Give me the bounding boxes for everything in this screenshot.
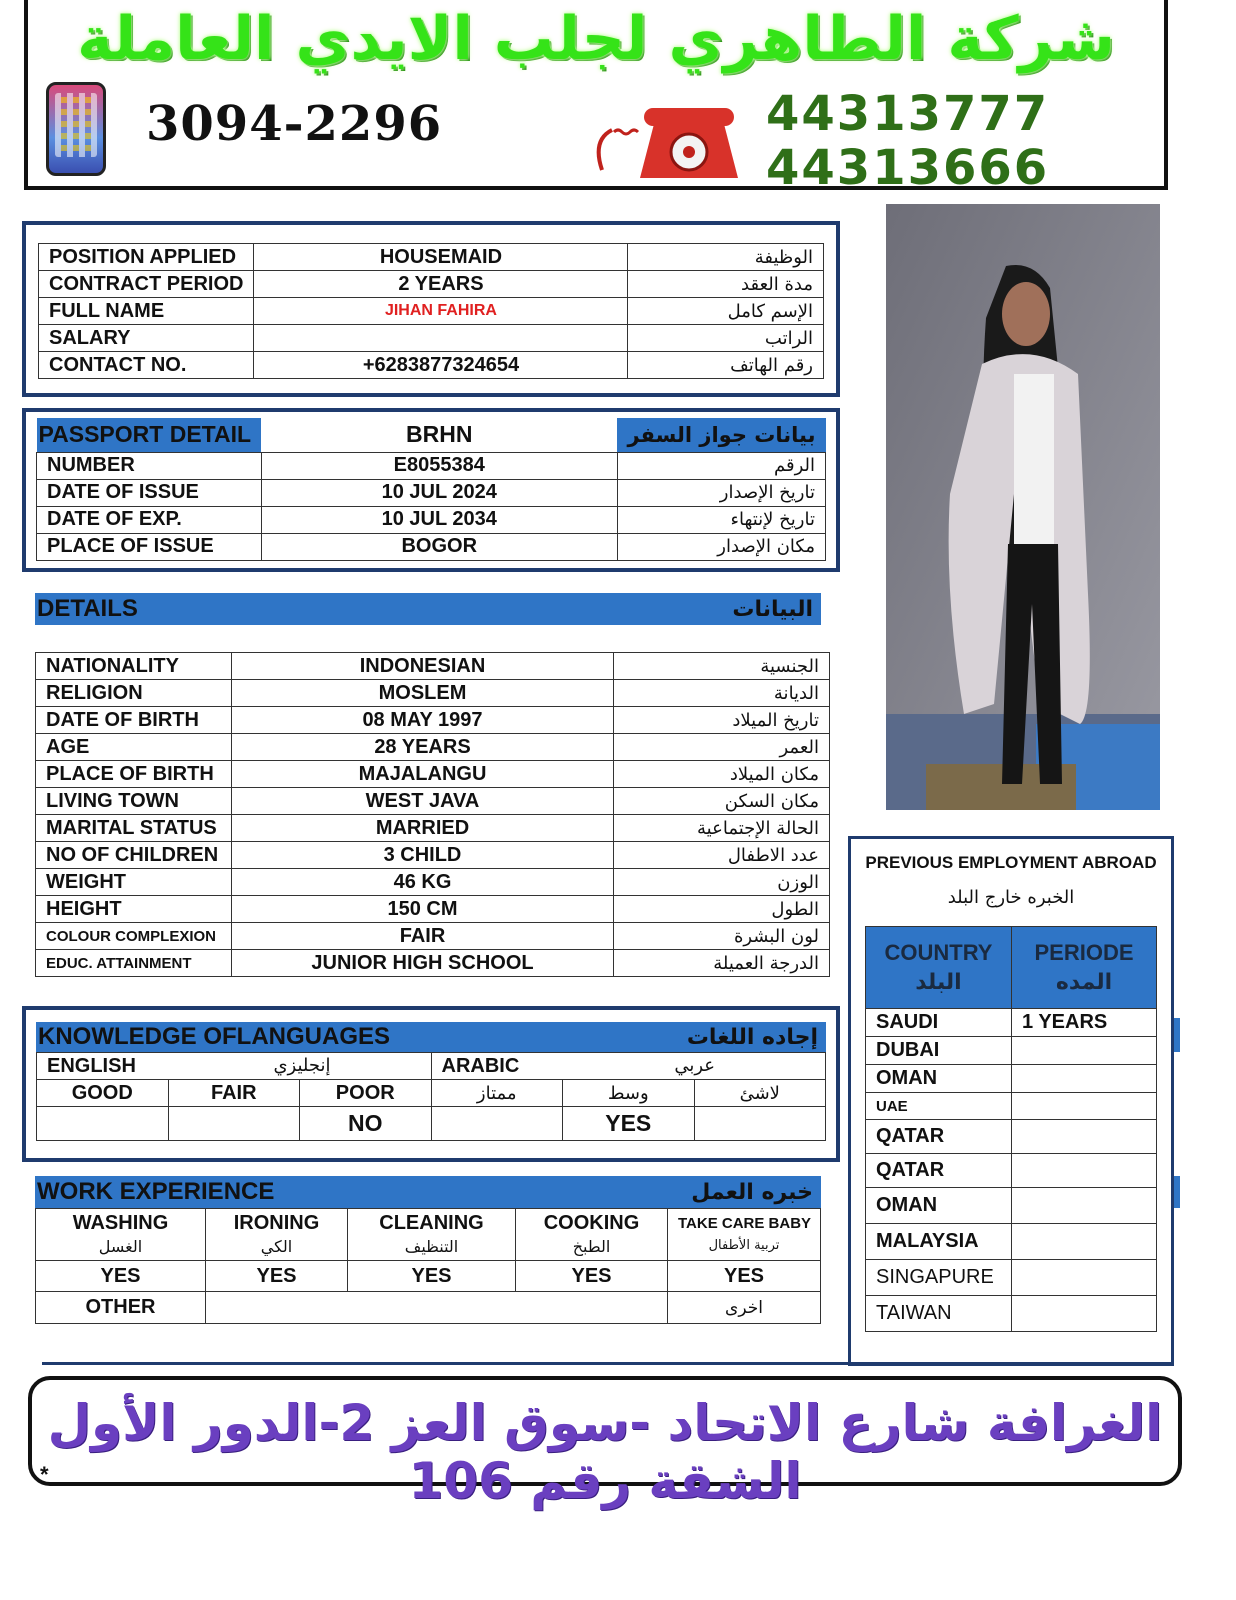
field-label: RELIGION bbox=[36, 680, 232, 707]
country-header-label-ar: البلد bbox=[915, 969, 962, 995]
skill-cell bbox=[668, 1209, 821, 1261]
table-row bbox=[36, 680, 830, 707]
details-section bbox=[35, 652, 830, 977]
skill-label: TAKE CARE BABY bbox=[678, 1214, 812, 1232]
field-label-ar: تاريخ الميلاد bbox=[614, 707, 830, 734]
level-value bbox=[37, 1107, 169, 1141]
table-row bbox=[36, 842, 830, 869]
table-row bbox=[37, 479, 826, 506]
field-label: PLACE OF BIRTH bbox=[36, 761, 232, 788]
details-table bbox=[35, 652, 830, 977]
period-value bbox=[1012, 1260, 1157, 1296]
field-label-ar: الجنسية bbox=[614, 653, 830, 680]
table-row bbox=[866, 1009, 1157, 1037]
languages-section bbox=[22, 1006, 840, 1162]
field-label: FULL NAME bbox=[39, 298, 254, 325]
table-row bbox=[36, 761, 830, 788]
arabic-cell bbox=[431, 1053, 826, 1080]
field-label-ar: الوزن bbox=[614, 869, 830, 896]
field-value bbox=[254, 325, 628, 352]
landline-number-1: 44313777 bbox=[766, 86, 1050, 142]
country-value: QATAR bbox=[866, 1120, 1012, 1154]
work-title-ar: خبره العمل bbox=[691, 1179, 813, 1205]
field-label-ar: الراتب bbox=[628, 325, 824, 352]
skills-values-row bbox=[36, 1261, 821, 1292]
passport-code: BRHN bbox=[406, 421, 473, 448]
field-value: 150 CM bbox=[232, 896, 614, 923]
arabic-level-value: YES bbox=[563, 1107, 695, 1141]
full-name-value: JIHAN FAHIRA bbox=[254, 298, 628, 325]
table-row bbox=[36, 923, 830, 950]
field-label: LIVING TOWN bbox=[36, 788, 232, 815]
english-label: ENGLISH bbox=[47, 1054, 136, 1077]
table-row bbox=[39, 325, 824, 352]
country-header-label: COUNTRY bbox=[884, 939, 993, 965]
skill-value: YES bbox=[516, 1261, 668, 1292]
field-label-ar: العمر bbox=[614, 734, 830, 761]
table-row bbox=[866, 1154, 1157, 1188]
field-value: INDONESIAN bbox=[232, 653, 614, 680]
level-value bbox=[694, 1107, 826, 1141]
applicant-photo bbox=[886, 204, 1160, 810]
other-label: OTHER bbox=[36, 1292, 206, 1324]
skill-label: COOKING bbox=[543, 1211, 640, 1234]
details-header bbox=[35, 593, 821, 625]
english-level-value: NO bbox=[300, 1107, 432, 1141]
table-row bbox=[36, 869, 830, 896]
field-label-ar: لون البشرة bbox=[614, 923, 830, 950]
skill-value: YES bbox=[36, 1261, 206, 1292]
period-header-label-ar: المده bbox=[1055, 969, 1113, 995]
skill-cell bbox=[516, 1209, 668, 1261]
field-label-ar: الحالة الإجتماعية bbox=[614, 815, 830, 842]
period-value bbox=[1012, 1154, 1157, 1188]
field-label: CONTRACT PERIOD bbox=[39, 271, 254, 298]
period-value bbox=[1012, 1224, 1157, 1260]
passport-title-ar: بيانات جواز السفر bbox=[617, 418, 825, 452]
table-row bbox=[36, 896, 830, 923]
work-header bbox=[35, 1176, 821, 1208]
period-header bbox=[1012, 927, 1157, 1009]
table-row bbox=[39, 298, 824, 325]
skills-row bbox=[36, 1209, 821, 1261]
field-label: NUMBER bbox=[37, 452, 262, 479]
employment-title-ar: الخبره خارج البلد bbox=[947, 887, 1075, 908]
period-value: 1 YEARS bbox=[1012, 1009, 1157, 1037]
employment-table bbox=[865, 926, 1157, 1332]
table-row bbox=[866, 1093, 1157, 1120]
footer-mark: * bbox=[40, 1462, 49, 1487]
country-value: OMAN bbox=[866, 1065, 1012, 1093]
table-row bbox=[866, 1188, 1157, 1224]
table-row bbox=[37, 533, 826, 560]
skill-value: YES bbox=[348, 1261, 516, 1292]
period-value bbox=[1012, 1188, 1157, 1224]
field-value: HOUSEMAID bbox=[254, 244, 628, 271]
field-value: MARRIED bbox=[232, 815, 614, 842]
field-label-ar: الطول bbox=[614, 896, 830, 923]
level-label: FAIR bbox=[168, 1080, 300, 1107]
level-value bbox=[168, 1107, 300, 1141]
country-value: SAUDI bbox=[866, 1009, 1012, 1037]
table-row bbox=[866, 1260, 1157, 1296]
languages-table bbox=[36, 1052, 826, 1141]
table-row bbox=[36, 815, 830, 842]
skill-label: CLEANING bbox=[379, 1211, 484, 1234]
field-label-ar: تاريخ الإصدار bbox=[617, 479, 825, 506]
details-title-ar: البيانات bbox=[732, 596, 813, 622]
country-value: UAE bbox=[866, 1093, 1012, 1120]
field-label: PLACE OF ISSUE bbox=[37, 533, 262, 560]
country-value: MALAYSIA bbox=[866, 1224, 1012, 1260]
table-row bbox=[36, 707, 830, 734]
address-footer bbox=[28, 1376, 1182, 1510]
country-value: SINGAPURE bbox=[866, 1260, 1012, 1296]
languages-names-row bbox=[37, 1053, 826, 1080]
applicant-photo-image bbox=[886, 204, 1160, 810]
arabic-label: ARABIC bbox=[441, 1054, 520, 1077]
languages-levels-row bbox=[37, 1080, 826, 1107]
field-value: FAIR bbox=[232, 923, 614, 950]
field-label-ar: الوظيفة bbox=[628, 244, 824, 271]
table-row bbox=[866, 1224, 1157, 1260]
field-label-ar: رقم الهاتف bbox=[628, 352, 824, 379]
skill-value: YES bbox=[668, 1261, 821, 1292]
passport-title: PASSPORT DETAIL bbox=[37, 418, 262, 452]
field-value: MAJALANGU bbox=[232, 761, 614, 788]
table-row bbox=[36, 788, 830, 815]
table-row bbox=[36, 653, 830, 680]
field-value: 46 KG bbox=[232, 869, 614, 896]
field-label-ar: الإسم كامل bbox=[628, 298, 824, 325]
passport-table bbox=[36, 418, 826, 561]
landline-number-2: 44313666 bbox=[766, 140, 1050, 196]
field-label: POSITION APPLIED bbox=[39, 244, 254, 271]
field-label-ar: تاريخ لإنتهاء bbox=[617, 506, 825, 533]
company-name: شركة الطاهري لجلب الايدي العاملة bbox=[77, 4, 1115, 74]
period-value bbox=[1012, 1093, 1157, 1120]
table-row bbox=[39, 244, 824, 271]
passport-header-row bbox=[37, 418, 826, 452]
other-value bbox=[206, 1292, 668, 1324]
languages-title-ar: إجاده اللغات bbox=[686, 1024, 818, 1050]
field-value: 10 JUL 2034 bbox=[261, 506, 617, 533]
languages-title: KNOWLEDGE OFLANGUAGES bbox=[38, 1023, 390, 1050]
field-label: NO OF CHILDREN bbox=[36, 842, 232, 869]
level-value bbox=[431, 1107, 563, 1141]
field-label: NATIONALITY bbox=[36, 653, 232, 680]
work-section bbox=[35, 1208, 821, 1324]
english-label-ar: إنجليزي bbox=[273, 1054, 331, 1076]
employment-header-row bbox=[866, 927, 1157, 1009]
field-value: +6283877324654 bbox=[254, 352, 628, 379]
field-label: HEIGHT bbox=[36, 896, 232, 923]
table-row bbox=[37, 452, 826, 479]
table-row bbox=[36, 734, 830, 761]
field-label: EDUC. ATTAINMENT bbox=[36, 950, 232, 977]
skill-label-ar: التنظيف bbox=[404, 1236, 459, 1256]
country-header bbox=[866, 927, 1012, 1009]
field-label: DATE OF ISSUE bbox=[37, 479, 262, 506]
table-row bbox=[866, 1120, 1157, 1154]
field-value: JUNIOR HIGH SCHOOL bbox=[232, 950, 614, 977]
level-label-ar: لاشئ bbox=[694, 1080, 826, 1107]
field-value: BOGOR bbox=[261, 533, 617, 560]
skill-label-ar: الغسل bbox=[98, 1236, 143, 1256]
field-label-ar: مكان الإصدار bbox=[617, 533, 825, 560]
field-label: SALARY bbox=[39, 325, 254, 352]
period-value bbox=[1012, 1065, 1157, 1093]
details-title: DETAILS bbox=[37, 595, 138, 622]
field-value: 28 YEARS bbox=[232, 734, 614, 761]
country-value: TAIWAN bbox=[866, 1296, 1012, 1332]
field-label-ar: عدد الاطفال bbox=[614, 842, 830, 869]
country-value: DUBAI bbox=[866, 1037, 1012, 1065]
country-value: OMAN bbox=[866, 1188, 1012, 1224]
field-value: WEST JAVA bbox=[232, 788, 614, 815]
personal-info-table bbox=[38, 243, 824, 379]
skill-cell bbox=[206, 1209, 348, 1261]
field-value: E8055384 bbox=[261, 452, 617, 479]
field-label-ar: مكان الميلاد bbox=[614, 761, 830, 788]
field-value: 2 YEARS bbox=[254, 271, 628, 298]
field-label: MARITAL STATUS bbox=[36, 815, 232, 842]
skill-label: WASHING bbox=[72, 1211, 169, 1234]
level-label: GOOD bbox=[37, 1080, 169, 1107]
languages-header bbox=[36, 1022, 826, 1052]
skill-label-ar: تربية الأطفال bbox=[708, 1237, 780, 1253]
field-value: 10 JUL 2024 bbox=[261, 479, 617, 506]
field-label-ar: الدرجة العميلة bbox=[614, 950, 830, 977]
field-label: WEIGHT bbox=[36, 869, 232, 896]
personal-info-section bbox=[22, 221, 840, 397]
languages-values-row bbox=[37, 1107, 826, 1141]
field-label: CONTACT NO. bbox=[39, 352, 254, 379]
table-row bbox=[866, 1065, 1157, 1093]
field-label-ar: الرقم bbox=[617, 452, 825, 479]
table-row bbox=[37, 506, 826, 533]
skill-label-ar: الكي bbox=[260, 1236, 293, 1256]
employment-title: PREVIOUS EMPLOYMENT ABROAD bbox=[865, 853, 1157, 872]
field-label-ar: مدة العقد bbox=[628, 271, 824, 298]
mobile-number: 3094-2296 bbox=[146, 96, 443, 152]
skill-label-ar: الطبخ bbox=[572, 1236, 611, 1256]
table-row bbox=[866, 1037, 1157, 1065]
mobile-phone-icon bbox=[46, 82, 106, 176]
field-label: COLOUR COMPLEXION bbox=[36, 923, 232, 950]
field-label-ar: مكان السكن bbox=[614, 788, 830, 815]
divider bbox=[42, 1362, 848, 1365]
other-label-ar: اخرى bbox=[668, 1292, 821, 1324]
country-value: QATAR bbox=[866, 1154, 1012, 1188]
field-label: DATE OF EXP. bbox=[37, 506, 262, 533]
field-label: DATE OF BIRTH bbox=[36, 707, 232, 734]
table-row bbox=[36, 950, 830, 977]
field-value: MOSLEM bbox=[232, 680, 614, 707]
telephone-icon bbox=[592, 100, 742, 180]
employment-accent-bar bbox=[1174, 1018, 1180, 1052]
level-label: POOR bbox=[300, 1080, 432, 1107]
table-row bbox=[866, 1296, 1157, 1332]
passport-section bbox=[22, 408, 840, 572]
english-cell bbox=[37, 1053, 432, 1080]
period-header-label: PERIODE bbox=[1034, 939, 1134, 965]
work-title: WORK EXPERIENCE bbox=[37, 1178, 275, 1205]
period-value bbox=[1012, 1037, 1157, 1065]
level-label-ar: وسط bbox=[563, 1080, 695, 1107]
skill-cell bbox=[348, 1209, 516, 1261]
employment-accent-bar bbox=[1174, 1176, 1180, 1208]
level-label-ar: ممتاز bbox=[431, 1080, 563, 1107]
field-value: 08 MAY 1997 bbox=[232, 707, 614, 734]
other-row bbox=[36, 1292, 821, 1324]
skill-cell bbox=[36, 1209, 206, 1261]
period-value bbox=[1012, 1296, 1157, 1332]
arabic-label-ar: عربي bbox=[674, 1054, 715, 1076]
field-label-ar: الديانة bbox=[614, 680, 830, 707]
table-row bbox=[39, 271, 824, 298]
period-value bbox=[1012, 1120, 1157, 1154]
address-text: الغرافة شارع الاتحاد -سوق العز 2-الدور الأول الشقة رقم 106 bbox=[47, 1394, 1163, 1510]
work-table bbox=[35, 1208, 821, 1324]
skill-value: YES bbox=[206, 1261, 348, 1292]
field-value: 3 CHILD bbox=[232, 842, 614, 869]
employment-section bbox=[848, 836, 1174, 1366]
skill-label: IRONING bbox=[233, 1211, 320, 1234]
table-row bbox=[39, 352, 824, 379]
field-label: AGE bbox=[36, 734, 232, 761]
